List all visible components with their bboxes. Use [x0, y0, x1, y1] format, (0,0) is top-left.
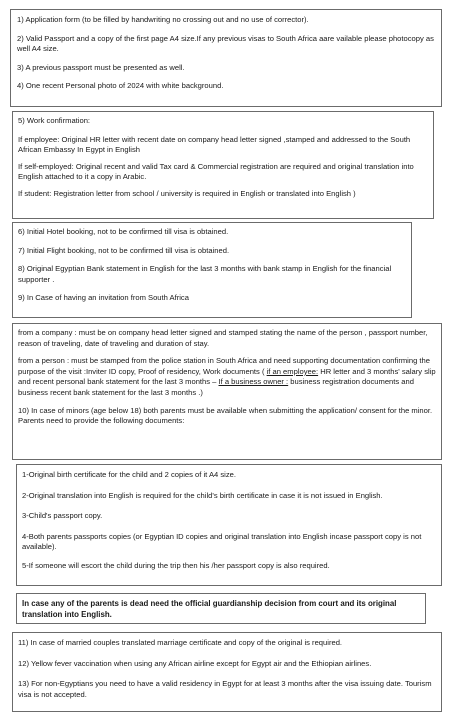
minor-doc-birth-certificate: 1-Original birth certificate for the child and 2 copies of it A4 size. [22, 470, 236, 479]
requirements-box-general [10, 9, 442, 107]
requirements-box-minor-documents [16, 464, 442, 586]
item-valid-passport: 2) Valid Passport and a copy of the first page A4 size.If any previous visas to South Africa aare vailable please photocopy as well A4 size. [17, 33, 434, 54]
minor-doc-parents-passports: 4-Both parents passports copies (or Egyptian ID copies and original translation into English incase passport copy is not available). [22, 531, 422, 552]
requirements-box-work-confirmation [12, 111, 434, 219]
item-minors: 10) In case of minors (age below 18) both parents must be available when submitting the application/ consent for the minor. Parents need to provide the following documents: [18, 405, 433, 426]
item-personal-photo: 4) One recent Personal photo of 2024 with white background. [17, 81, 224, 91]
requirements-box-invitation-minors [12, 323, 442, 460]
invitation-from-company: from a company : must be on company head letter signed and stamped stating the name of the person , passport number, reason of traveling, date of traveling and duration of stay. [18, 328, 428, 348]
item-yellow-fever: 12) Yellow fever vaccination when using any African airline except for Egypt air and the Ethiopian airlines. [18, 658, 372, 668]
minor-doc-escort-passport: 5-If someone will escort the child during the trip then his /her passport copy is also required. [22, 560, 330, 570]
person-text-part2: HR letter and 3 months' salary slip and recent personal bank statement for the last 3 months – [18, 366, 436, 387]
item-married-couples: 11) In case of married couples translated marriage certificate and copy of the original is required. [18, 638, 343, 647]
item-invitation: 9) In Case of having an invitation from South Africa [18, 293, 189, 303]
item-self-employed: If self-employed: Original recent and valid Tax card & Commercial registration are required and original translation into English attached to it a copy in Arabic. [18, 161, 414, 182]
item-hotel-booking: 6) Initial Hotel booking, not to be confirmed till visa is obtained. [18, 227, 229, 236]
work-confirmation-title: 5) Work confirmation: [18, 116, 91, 125]
item-non-egyptians: 13) For non-Egyptians you need to have a valid residency in Egypt for at least 3 months after the visa issuing date. Tourism visa is not accepted. [18, 679, 432, 699]
guardianship-notice-box [16, 593, 426, 624]
item-bank-statement: 8) Original Egyptian Bank statement in English for the last 3 months with bank stamp in English for the financial supporter . [18, 264, 392, 284]
item-student: If student: Registration letter from school / university is required in English or translated into English ) [18, 188, 356, 198]
guardianship-notice-text: In case any of the parents is dead need the official guardianship decision from court and its original translation into English. [22, 599, 397, 619]
person-text-part3: business registration documents and business recent bank statement for the last 3 months .) [18, 377, 414, 397]
person-text-part1: from a person : must be stamped from the police station in South Africa and need supporting documentation confirming the purpose of the visit :Inviter ID copy, Proof of residency, Work documents ( [18, 356, 430, 376]
invitation-from-person [18, 356, 436, 398]
minor-doc-child-passport: 3-Child's passport copy. [22, 511, 103, 521]
item-application-form: 1) Application form (to be filled by handwriting no crossing out and no use of corrector). [17, 15, 309, 24]
item-employee: If employee: Original HR letter with recent date on company head letter signed ,stamped and addressed to the South African Embassy In Egypt in English [18, 134, 411, 155]
item-previous-passport: 3) A previous passport must be presented as well. [17, 62, 185, 72]
requirements-box-additional [12, 632, 442, 712]
requirements-box-booking-bank [12, 222, 412, 318]
item-flight-booking: 7) Initial Flight booking, not to be confirmed till visa is obtained. [18, 245, 230, 255]
minor-doc-translation: 2-Original translation into English is required for the child's birth certificate in case it is not issued in English. [22, 490, 383, 500]
person-business-owner-label: If a business owner : [218, 377, 289, 387]
person-employee-label: if an employee: [266, 366, 319, 376]
